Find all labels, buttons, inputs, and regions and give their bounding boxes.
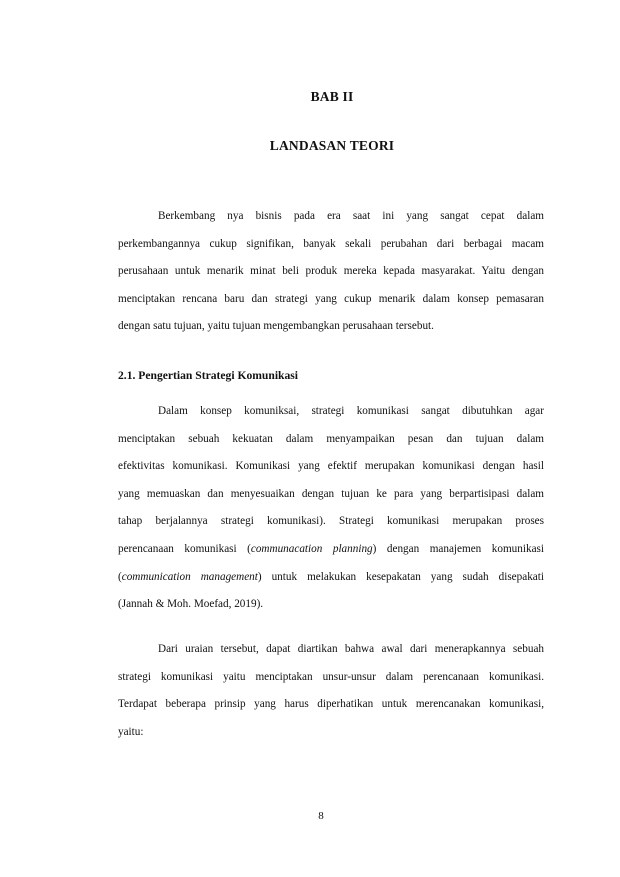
text-line: perusahaan untuk menarik minat beli produk mereka kepada masyarakat. Yaitu dengan	[118, 265, 544, 278]
text-line: strategi komunikasi yaitu menciptakan unsur-unsur dalam perencanaan komunikasi.	[118, 670, 544, 683]
text-line: efektivitas komunikasi. Komunikasi yang efektif merupakan komunikasi dengan hasil	[118, 460, 544, 473]
text-line: Dalam konsep komuniksai, strategi komunikasi sangat dibutuhkan agar	[158, 405, 544, 417]
citation-line: (Jannah & Moh. Moefad, 2019).	[118, 598, 264, 611]
text-line	[118, 568, 544, 596]
paragraph-intro	[118, 207, 544, 345]
chapter-title: LANDASAN TEORI	[269, 138, 395, 153]
text-run: perencanaan komunikasi (	[118, 542, 251, 555]
text-line: menciptakan sebuah kekuatan dalam menyampaikan pesan dan tujuan dalam	[118, 432, 544, 445]
paragraph-strategy	[118, 402, 544, 623]
text-line: perkembangannya cukup signifikan, banyak sekali perubahan dari berbagai macam	[118, 237, 544, 250]
page-number: 8	[318, 810, 324, 822]
paragraph-conclusion	[118, 640, 544, 750]
chapter-number: BAB II	[310, 89, 354, 104]
text-line: Berkembang nya bisnis pada era saat ini yang sangat cepat dalam	[158, 210, 544, 222]
text-line	[118, 540, 544, 568]
text-line: Dari uraian tersebut, dapat diartikan bahwa awal dari menerapkannya sebuah	[158, 643, 544, 655]
text-run: (	[118, 570, 122, 583]
text-line: Terdapat beberapa prinsip yang harus diperhatikan untuk merencanakan komunikasi,	[118, 698, 544, 711]
text-line: menciptakan rencana baru dan strategi yang cukup menarik dalam konsep pemasaran	[118, 292, 544, 305]
text-line: dengan satu tujuan, yaitu tujuan mengembangkan perusahaan tersebut.	[118, 320, 434, 333]
text-run: ) untuk melakukan kesepakatan yang sudah disepakati	[257, 570, 544, 583]
text-run: ) dengan manajemen komunikasi	[372, 542, 544, 555]
text-line: tahap berjalannya strategi komunikasi). Strategi komunikasi merupakan proses	[118, 515, 544, 528]
text-line: yang memuaskan dan menyesuaikan dengan tujuan ke para yang berpartisipasi dalam	[118, 487, 544, 500]
section-heading: 2.1. Pengertian Strategi Komunikasi	[118, 369, 299, 382]
italic-term: communication management	[121, 570, 258, 583]
text-line: yaitu:	[118, 725, 144, 738]
italic-term: communacation planning	[250, 542, 373, 555]
